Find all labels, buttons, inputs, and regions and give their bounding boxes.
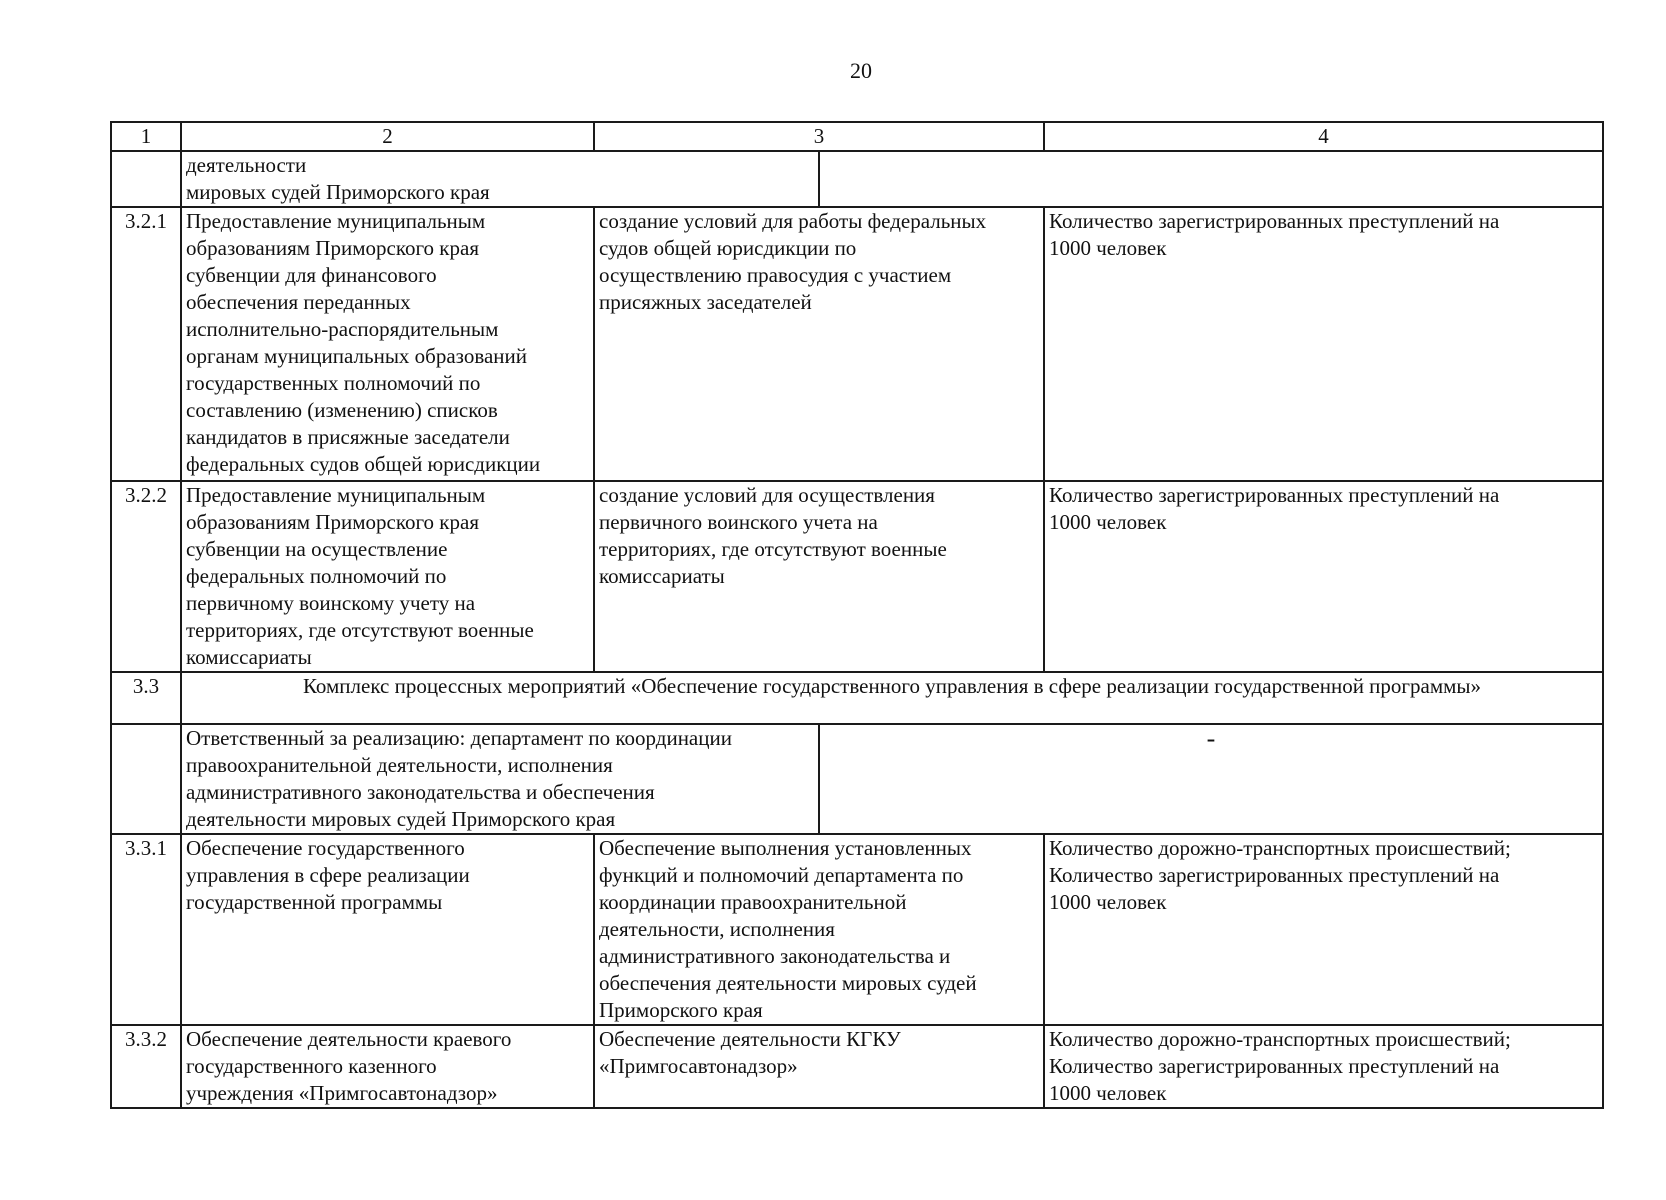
table-row <box>111 207 1603 481</box>
header-cell-2: 2 <box>181 122 594 151</box>
responsible-num <box>111 724 181 834</box>
continuation-text: деятельности мировых судей Приморского края <box>181 151 819 207</box>
section-row <box>111 672 1603 724</box>
continuation-row <box>111 151 1603 207</box>
table-row <box>111 481 1603 672</box>
row-result: создание условий для работы федеральных судов общей юрисдикции по осуществлению правосудия с участием присяжных заседателей <box>594 207 1044 481</box>
header-cell-4: 4 <box>1044 122 1603 151</box>
header-cell-1: 1 <box>111 122 181 151</box>
row-task: Обеспечение государственного управления в сфере реализации государственной программы <box>181 834 594 1025</box>
row-result: Обеспечение деятельности КГКУ «Примгосавтонадзор» <box>594 1025 1044 1108</box>
row-number: 3.3.1 <box>111 834 181 1025</box>
responsible-text: Ответственный за реализацию: департамент по координации правоохранительной деятельности, исполнения административного законодательства и обеспечения деятельности мировых судей Приморского края <box>181 724 819 834</box>
program-table <box>110 121 1604 1109</box>
table-row <box>111 834 1603 1025</box>
section-title: Комплекс процессных мероприятий «Обеспечение государственного управления в сфере реализации государственной программы» <box>181 672 1603 724</box>
row-task: Предоставление муниципальным образованиям Приморского края субвенции на осуществление федеральных полномочий по первичному воинскому учету на территориях, где отсутствуют военные комиссариаты <box>181 481 594 672</box>
responsible-dash: - <box>819 724 1603 834</box>
row-indicator: Количество зарегистрированных преступлений на 1000 человек <box>1044 207 1603 481</box>
row-indicator: Количество зарегистрированных преступлений на 1000 человек <box>1044 481 1603 672</box>
responsible-row <box>111 724 1603 834</box>
header-row <box>111 122 1603 151</box>
row-number: 3.2.2 <box>111 481 181 672</box>
row-task: Предоставление муниципальным образованиям Приморского края субвенции для финансового обеспечения переданных исполнительно-распорядительным органам муниципальных образований государственных полномочий по составлению (изменению) списков кандидатов в присяжные заседатели федеральных судов общей юрисдикции <box>181 207 594 481</box>
row-task: Обеспечение деятельности краевого государственного казенного учреждения «Примгосавтонадзор» <box>181 1025 594 1108</box>
header-cell-3: 3 <box>594 122 1044 151</box>
row-number: 3.2.1 <box>111 207 181 481</box>
continuation-num <box>111 151 181 207</box>
continuation-right <box>819 151 1603 207</box>
row-result: создание условий для осуществления первичного воинского учета на территориях, где отсутствуют военные комиссариаты <box>594 481 1044 672</box>
row-indicator: Количество дорожно-транспортных происшествий; Количество зарегистрированных преступлений на 1000 человек <box>1044 1025 1603 1108</box>
page-number: 20 <box>850 58 872 83</box>
table-row <box>111 1025 1603 1108</box>
row-indicator: Количество дорожно-транспортных происшествий; Количество зарегистрированных преступлений на 1000 человек <box>1044 834 1603 1025</box>
row-result: Обеспечение выполнения установленных функций и полномочий департамента по координации правоохранительной деятельности, исполнения административного законодательства и обеспечения деятельности мировых судей Приморского края <box>594 834 1044 1025</box>
row-number: 3.3.2 <box>111 1025 181 1108</box>
section-number: 3.3 <box>111 672 181 724</box>
